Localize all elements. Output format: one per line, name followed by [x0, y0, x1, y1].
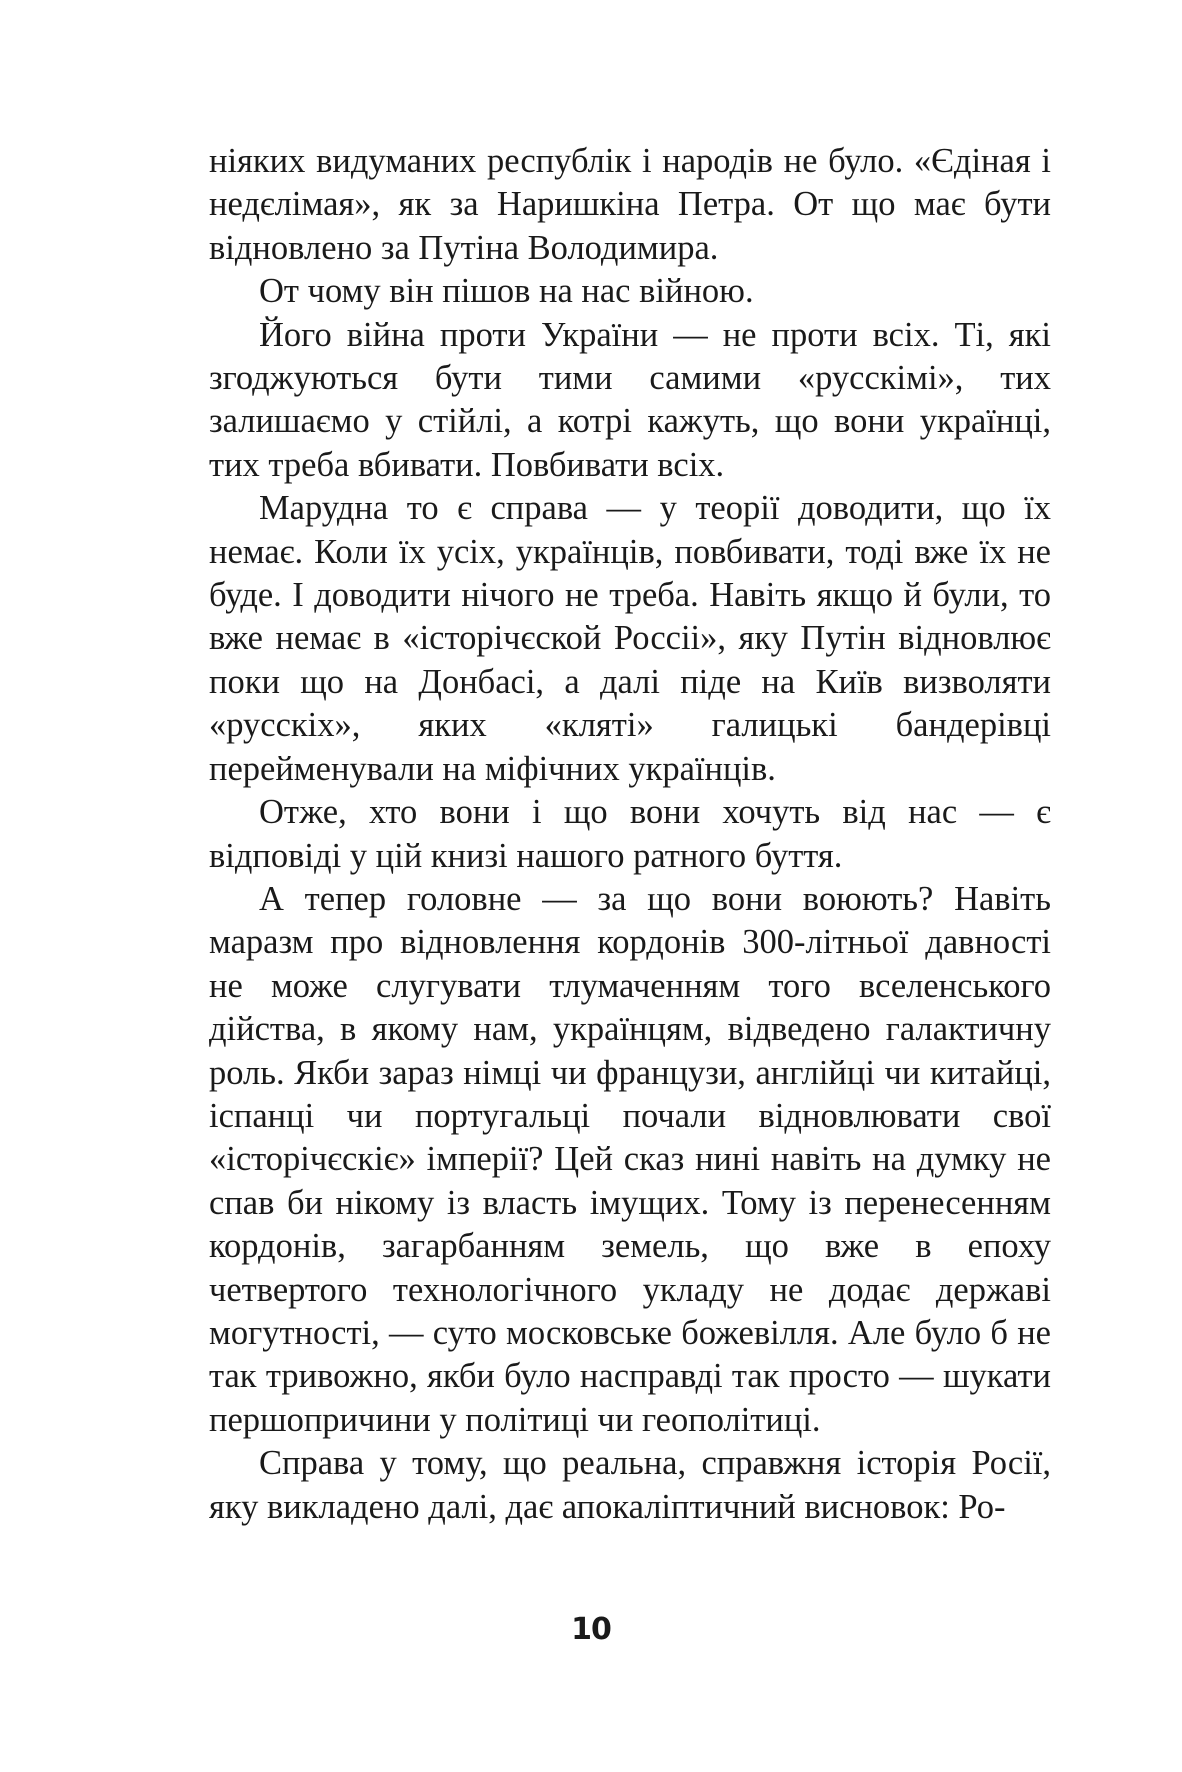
paragraph-7: Справа у тому, що реальна, справжня історія Росії, яку викладено далі, дає апокаліптичний висновок: Ро-: [209, 1444, 1051, 1526]
body-text: [209, 140, 1051, 1529]
paragraph-5: Отже, хто вони і що вони хочуть від нас — є відповіді у цій книзі нашого ратного буття.: [209, 793, 1051, 875]
page-number: 10: [571, 1612, 611, 1647]
paragraph-4: Марудна то є справа — у теорії доводити, що їх немає. Коли їх усіх, українців, повбивати, тоді вже їх не буде. І доводити нічого не треба. Навіть якщо й були, то вже немає в «історічєской Россіі», яку Путін відновлює поки що на Донбасі, а далі піде на Київ визволяти «русскіх», яких «кляті» галицькі бандерівці перейменували на міфічних українців.: [209, 489, 1051, 788]
paragraph-1: ніяких видуманих республік і народів не було. «Єдіная і недєлімая», як за Наришкіна Петра. От що має бути відновлено за Путіна Володимира.: [209, 142, 1051, 267]
paragraph-6: А тепер головне — за що вони воюють? Навіть маразм про відновлення кордонів 300-літньої давності не може слугувати тлумаченням того вселенського дійства, в якому нам, українцям, відведено галактичну роль. Якби зараз німці чи французи, англійці чи китайці, іспанці чи португальці почали відновлювати свої «історічєскіє» імперії? Цей сказ нині навіть на думку не спав би нікому із власть імущих. Тому із перенесенням кордонів, загарбанням земель, що вже в епоху четвертого технологічного укладу не додає державі могутності, — суто московське божевілля. Але було б не так тривожно, якби було насправді так просто — шукати першопричини у політиці чи геополітиці.: [209, 879, 1051, 1439]
paragraph-2: От чому він пішов на нас війною.: [259, 272, 754, 311]
paragraph-3: Його війна проти України — не проти всіх. Ті, які згоджуються бути тими самими «русскімі», тих залишаємо у стійлі, а котрі кажуть, що вони українці, тих треба вбивати. Повбивати всіх.: [209, 315, 1051, 484]
